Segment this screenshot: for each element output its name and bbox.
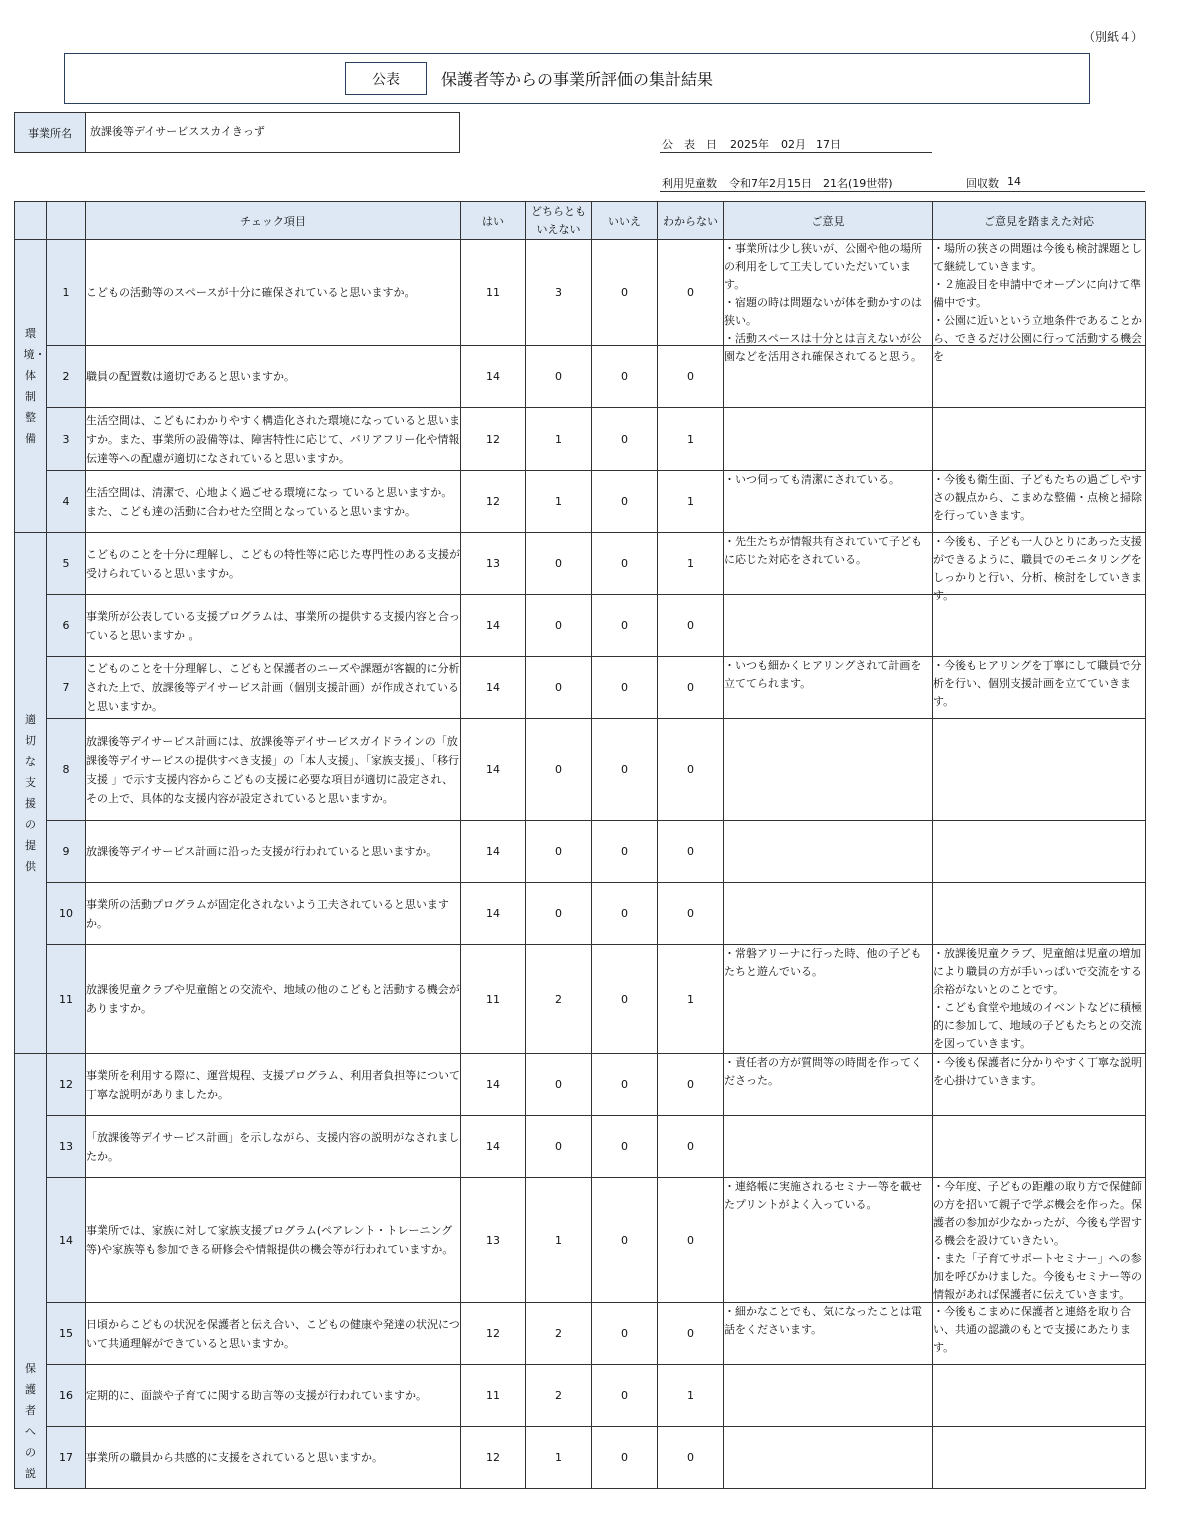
check-item: こどものことを十分に理解し、こどもの特性等に応じた専門性のある支援が受けられていると思いますか。 — [86, 533, 461, 595]
opinion — [724, 945, 933, 1054]
title-box — [64, 53, 1090, 104]
response — [933, 657, 1146, 719]
count-yes: 14 — [461, 595, 526, 657]
header-opinion: ご意見 — [724, 202, 933, 240]
count-no: 0 — [592, 945, 658, 1054]
count-neither: 0 — [526, 533, 592, 595]
publish-date-label: 公 表 日 — [662, 138, 717, 151]
publish-date-year: 2025年 — [730, 138, 769, 151]
count-neither: 0 — [526, 657, 592, 719]
count-no: 0 — [592, 533, 658, 595]
publish-date — [660, 134, 932, 153]
header-category — [15, 202, 47, 240]
count-unknown: 0 — [658, 1178, 724, 1303]
check-item: 「放課後等デイサービス計画」を示しながら、支援内容の説明がなされましたか。 — [86, 1116, 461, 1178]
check-item: 事業所を利用する際に、運営規程、支援プログラム、利用者負担等について丁寧な説明がありましたか。 — [86, 1054, 461, 1116]
count-no: 0 — [592, 1303, 658, 1365]
count-yes: 13 — [461, 533, 526, 595]
count-unknown: 1 — [658, 1365, 724, 1427]
table-row — [15, 1054, 1146, 1116]
attachment-label: （別紙４） — [1083, 30, 1144, 44]
row-number: 5 — [47, 533, 86, 595]
check-item: 放課後児童クラブや児童館との交流や、地域の他のこどもと活動する機会がありますか。 — [86, 945, 461, 1054]
count-neither: 0 — [526, 595, 592, 657]
opinion — [724, 471, 933, 533]
row-number: 6 — [47, 595, 86, 657]
row-number: 4 — [47, 471, 86, 533]
header-number — [47, 202, 86, 240]
response-text: ・今後も保護者に分かりやすく丁寧な説明を心掛けていきます。 — [933, 1056, 1142, 1087]
count-no: 0 — [592, 1178, 658, 1303]
check-item: 事業所の職員から共感的に支援をされていると思いますか。 — [86, 1427, 461, 1489]
office-label: 事業所名 — [15, 113, 86, 152]
header-no: いいえ — [592, 202, 658, 240]
count-neither: 0 — [526, 719, 592, 821]
table-row — [15, 1116, 1146, 1178]
opinion — [724, 408, 933, 471]
count-yes: 14 — [461, 1054, 526, 1116]
opinion-text: ・事業所は少し狭いが、公園や他の場所の利用をして工夫していただいています。 ・宿題の時は問題ないが体を動かすのは狭い。 ・活動スペースは十分とは言えないが公園などを活用され確保されてると思う。 — [724, 242, 922, 363]
table-row — [15, 595, 1146, 657]
opinion — [724, 657, 933, 719]
row-number: 13 — [47, 1116, 86, 1178]
count-neither: 0 — [526, 1116, 592, 1178]
count-unknown: 0 — [658, 719, 724, 821]
count-neither: 1 — [526, 408, 592, 471]
count-yes: 12 — [461, 1303, 526, 1365]
count-no: 0 — [592, 346, 658, 408]
count-yes: 11 — [461, 1365, 526, 1427]
check-item: 事業所では、家族に対して家族支援プログラム(ペアレント・トレーニング等)や家族等も参加できる研修会や情報提供の機会等が行われていますか。 — [86, 1178, 461, 1303]
response — [933, 945, 1146, 1054]
row-number: 11 — [47, 945, 86, 1054]
evaluation-table — [14, 201, 1146, 1489]
category-label: 適切な支援の提供 — [25, 713, 36, 873]
user-count-value: 令和7年2月15日 21名(19世帯) — [729, 177, 893, 190]
response — [933, 719, 1146, 821]
response — [933, 408, 1146, 471]
count-unknown: 1 — [658, 471, 724, 533]
publish-date-month: 02月 — [781, 138, 806, 151]
row-number: 17 — [47, 1427, 86, 1489]
count-unknown: 0 — [658, 1116, 724, 1178]
opinion-text: ・いつ伺っても清潔にされている。 — [724, 473, 900, 486]
row-number: 1 — [47, 240, 86, 346]
office-box — [14, 112, 460, 153]
table-row — [15, 719, 1146, 821]
response — [933, 1054, 1146, 1116]
response-text: ・今年度、子どもの距離の取り方で保健師の方を招いて親子で学ぶ機会を作った。保護者の参加が少なかったが、今後も学習する機会を設けていきたい。 ・また「子育てサポートセミナー」への参加を呼びかけました。今後もセミナー等の情報があれば保護者に伝えていきます。 — [933, 1180, 1142, 1301]
response — [933, 1365, 1146, 1427]
count-unknown: 0 — [658, 595, 724, 657]
count-no: 0 — [592, 657, 658, 719]
response — [933, 595, 1146, 657]
user-count-label: 利用児童数 — [662, 177, 717, 190]
opinion-text: ・先生たちが情報共有されていて子どもに応じた対応をされている。 — [724, 535, 922, 566]
category-label: 保護者への説 — [25, 1362, 36, 1480]
count-yes: 12 — [461, 408, 526, 471]
count-yes: 11 — [461, 945, 526, 1054]
table-row — [15, 240, 1146, 346]
check-item: 定期的に、面談や子育てに関する助言等の支援が行われていますか。 — [86, 1365, 461, 1427]
response — [933, 1303, 1146, 1365]
category-parent — [15, 1054, 47, 1489]
count-neither: 0 — [526, 883, 592, 945]
response-text: ・今後も衛生面、子どもたちの過ごしやすさの観点から、こまめな整備・点検と掃除を行っていきます。 — [933, 473, 1142, 522]
count-neither: 0 — [526, 1054, 592, 1116]
count-yes: 14 — [461, 821, 526, 883]
header-neither: どちらとも いえない — [526, 202, 592, 240]
count-unknown: 0 — [658, 883, 724, 945]
count-yes: 12 — [461, 471, 526, 533]
opinion — [724, 1303, 933, 1365]
header-unknown: わからない — [658, 202, 724, 240]
count-neither: 1 — [526, 1427, 592, 1489]
opinion — [724, 719, 933, 821]
count-unknown: 0 — [658, 657, 724, 719]
table-row — [15, 1427, 1146, 1489]
publish-date-day: 17日 — [816, 138, 841, 151]
check-item: 事業所が公表している支援プログラムは、事業所の提供する支援内容と合っていると思いますか 。 — [86, 595, 461, 657]
category-support — [15, 533, 47, 1054]
count-yes: 14 — [461, 883, 526, 945]
count-unknown: 0 — [658, 240, 724, 346]
opinion — [724, 1116, 933, 1178]
response — [933, 883, 1146, 945]
recovery-label: 回収数 — [966, 177, 999, 190]
row-number: 3 — [47, 408, 86, 471]
response — [933, 1178, 1146, 1303]
header-response: ご意見を踏まえた対応 — [933, 202, 1146, 240]
count-no: 0 — [592, 1116, 658, 1178]
opinion-text: ・責任者の方が質問等の時間を作ってくださった。 — [724, 1056, 922, 1087]
response-text: ・放課後児童クラブ、児童館は児童の増加により職員の方が手いっぱいで交流をする余裕がないとのことです。 ・こども食堂や地域のイベントなどに積極的に参加して、地域の子どもたちとの交流を図っていきます。 — [933, 947, 1142, 1050]
count-yes: 14 — [461, 719, 526, 821]
count-unknown: 0 — [658, 346, 724, 408]
recovery-value: 14 — [1007, 175, 1021, 188]
count-unknown: 0 — [658, 1427, 724, 1489]
response — [933, 1116, 1146, 1178]
row-number: 12 — [47, 1054, 86, 1116]
count-yes: 13 — [461, 1178, 526, 1303]
check-item: 日頃からこどもの状況を保護者と伝え合い、こどもの健康や発達の状況について共通理解ができていると思いますか。 — [86, 1303, 461, 1365]
count-unknown: 0 — [658, 1303, 724, 1365]
opinion — [724, 240, 933, 363]
opinion-text: ・常磐アリーナに行った時、他の子どもたちと遊んでいる。 — [724, 947, 922, 978]
row-number: 15 — [47, 1303, 86, 1365]
office-name: 放課後等デイサービススカイきっず — [90, 125, 265, 138]
count-neither: 2 — [526, 1303, 592, 1365]
count-unknown: 1 — [658, 945, 724, 1054]
response — [933, 471, 1146, 533]
count-no: 0 — [592, 821, 658, 883]
category-label: 環境・体制整備 — [23, 327, 46, 445]
publish-tag: 公表 — [345, 62, 427, 95]
count-neither: 1 — [526, 1178, 592, 1303]
page-title: 保護者等からの事業所評価の集計結果 — [441, 70, 714, 89]
response — [933, 821, 1146, 883]
count-no: 0 — [592, 471, 658, 533]
count-yes: 14 — [461, 657, 526, 719]
check-item: 放課後等デイサービス計画には、放課後等デイサービスガイドラインの「放課後等デイサービスの提供すべき支援」の「本人支援」、「家族支援」、「移行支援 」で示す支援内容からこどもの支援に必要な項目が適切に設定され、その上で、具体的な支援内容が設定されていると思いますか。 — [86, 719, 461, 821]
response-text: ・場所の狭さの問題は今後も検討課題として継続していきます。 ・２施設目を申請中でオープンに向けて準備中です。 ・公園に近いという立地条件であることから、できるだけ公園に行って活動する機会を — [933, 242, 1142, 363]
count-neither: 2 — [526, 1365, 592, 1427]
check-item: 生活空間は、清潔で、心地よく過ごせる環境になっ ていると思いますか。また、こども達の活動に合わせた空間となっていると思いますか。 — [86, 471, 461, 533]
table-row — [15, 821, 1146, 883]
opinion-text: ・いつも細かくヒアリングされて計画を立ててられます。 — [724, 659, 922, 690]
count-no: 0 — [592, 1054, 658, 1116]
count-unknown: 1 — [658, 533, 724, 595]
header-check-item: チェック項目 — [86, 202, 461, 240]
count-neither: 2 — [526, 945, 592, 1054]
count-neither: 1 — [526, 471, 592, 533]
response — [933, 533, 1146, 602]
response — [933, 240, 1146, 363]
count-no: 0 — [592, 595, 658, 657]
check-item: こどものことを十分理解し、こどもと保護者のニーズや課題が客観的に分析された上で、放課後等デイサービス計画（個別支援計画）が作成されていると思いますか。 — [86, 657, 461, 719]
opinion — [724, 1178, 933, 1303]
count-yes: 12 — [461, 1427, 526, 1489]
count-no: 0 — [592, 883, 658, 945]
count-yes: 11 — [461, 240, 526, 346]
response-text: ・今後もこまめに保護者と連絡を取り合い、共通の認識のもとで支援にあたります。 — [933, 1305, 1131, 1354]
response-text: ・今後もヒアリングを丁寧にして職員で分析を行い、個別支援計画を立てていきます。 — [933, 659, 1142, 708]
row-number: 8 — [47, 719, 86, 821]
opinion — [724, 595, 933, 657]
count-neither: 3 — [526, 240, 592, 346]
opinion — [724, 1365, 933, 1427]
count-yes: 14 — [461, 346, 526, 408]
row-number: 16 — [47, 1365, 86, 1427]
count-yes: 14 — [461, 1116, 526, 1178]
count-no: 0 — [592, 1365, 658, 1427]
table-row — [15, 1303, 1146, 1365]
table-row — [15, 346, 1146, 408]
count-no: 0 — [592, 240, 658, 346]
count-no: 0 — [592, 719, 658, 821]
response — [933, 1427, 1146, 1489]
row-number: 10 — [47, 883, 86, 945]
opinion — [724, 821, 933, 883]
row-number: 7 — [47, 657, 86, 719]
response-text: ・今後も、子ども一人ひとりにあった支援ができるように、職員でのモニタリングをしっかりと行い、分析、検討をしていきます。 — [933, 535, 1142, 602]
table-row — [15, 408, 1146, 471]
count-unknown: 0 — [658, 821, 724, 883]
table-row — [15, 533, 1146, 595]
check-item: こどもの活動等のスペースが十分に確保されていると思いますか。 — [86, 240, 461, 346]
response — [933, 346, 1146, 408]
category-env — [15, 240, 47, 533]
table-row — [15, 883, 1146, 945]
opinion — [724, 1054, 933, 1116]
header-row — [15, 202, 1146, 240]
count-neither: 0 — [526, 821, 592, 883]
table-row — [15, 1178, 1146, 1303]
count-unknown: 1 — [658, 408, 724, 471]
count-no: 0 — [592, 408, 658, 471]
count-neither: 0 — [526, 346, 592, 408]
table-row — [15, 1365, 1146, 1427]
check-item: 事業所の活動プログラムが固定化されないよう工夫されていると思いますか。 — [86, 883, 461, 945]
opinion — [724, 883, 933, 945]
user-count — [660, 174, 1145, 192]
row-number: 2 — [47, 346, 86, 408]
table-row — [15, 945, 1146, 1054]
table-row — [15, 471, 1146, 533]
row-number: 9 — [47, 821, 86, 883]
opinion — [724, 533, 933, 595]
row-number: 14 — [47, 1178, 86, 1303]
count-unknown: 0 — [658, 1054, 724, 1116]
opinion-text: ・細かなことでも、気になったことは電話をくださいます。 — [724, 1305, 922, 1336]
opinion — [724, 1427, 933, 1489]
table-row — [15, 657, 1146, 719]
check-item: 生活空間は、こどもにわかりやすく構造化された環境になっていると思いますか。また、事業所の設備等は、障害特性に応じて、バリアフリー化や情報伝達等への配慮が適切になされていると思いますか。 — [86, 408, 461, 471]
count-no: 0 — [592, 1427, 658, 1489]
header-yes: はい — [461, 202, 526, 240]
opinion-text: ・連絡帳に実施されるセミナー等を載せたプリントがよく入っている。 — [724, 1180, 922, 1211]
check-item: 放課後等デイサービス計画に沿った支援が行われていると思いますか。 — [86, 821, 461, 883]
check-item: 職員の配置数は適切であると思いますか。 — [86, 346, 461, 408]
